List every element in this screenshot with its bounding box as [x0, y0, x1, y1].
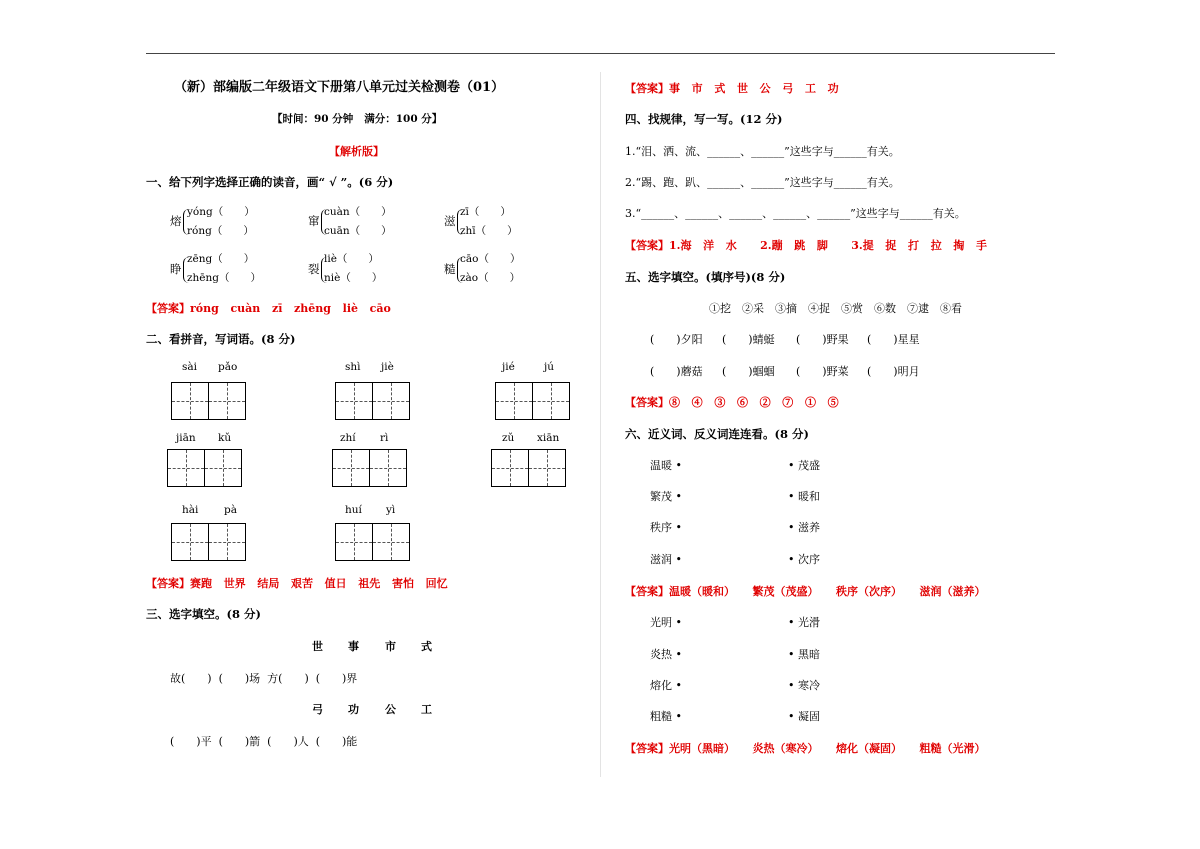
- pinyin-label: yì: [386, 504, 396, 516]
- pinyin-label: jiān: [176, 432, 196, 444]
- s6-left-word: 滋润 •: [650, 553, 682, 566]
- s6-right-word: • 光滑: [788, 616, 820, 629]
- s1-option: yóng（ ）: [187, 206, 255, 218]
- s3-char: 事: [348, 640, 359, 653]
- s1-option: zī（ ）: [460, 206, 511, 218]
- writing-box[interactable]: [495, 382, 533, 420]
- s1-char-zi: 滋: [444, 214, 456, 228]
- writing-box[interactable]: [491, 449, 529, 487]
- s1-option: zào（ ）: [460, 272, 521, 284]
- s1-answer: 【答案】róng cuàn zī zhēng liè cāo: [146, 302, 391, 315]
- s6-right-word: • 次序: [788, 553, 820, 566]
- s3-char: 工: [421, 703, 432, 716]
- s5-options: ①挖 ②采 ③摘 ④捉 ⑤赏 ⑥数 ⑦逮 ⑧看: [709, 302, 962, 315]
- s1-char-rong: 熔: [170, 214, 182, 228]
- version-label: 【解析版】: [329, 145, 384, 158]
- pinyin-label: shì: [345, 361, 361, 373]
- s4-line: 2.“踢、跑、趴、______、______”这些字与______有关。: [625, 176, 900, 189]
- s5-blank: ( )野菜: [796, 365, 849, 378]
- s1-char-cao: 糙: [444, 262, 456, 276]
- s5-blank: ( )夕阳: [650, 333, 703, 346]
- s6-left-word: 繁茂 •: [650, 490, 682, 503]
- section-4-title: 四、找规律，写一写。(12 分): [625, 112, 783, 126]
- s1-char-zheng: 睁: [170, 262, 182, 276]
- writing-box[interactable]: [532, 382, 570, 420]
- pinyin-label: zǔ: [502, 432, 515, 444]
- pinyin-label: jú: [544, 361, 555, 373]
- writing-box[interactable]: [369, 449, 407, 487]
- section-6-title: 六、近义词、反义词连连看。(8 分): [625, 427, 809, 441]
- s5-blank: ( )星星: [867, 333, 920, 346]
- s6-left-word: 秩序 •: [650, 521, 682, 534]
- pinyin-label: hài: [182, 504, 199, 516]
- s1-option: liè（ ）: [324, 253, 379, 265]
- s1-option: róng（ ）: [187, 225, 254, 237]
- s3-char: 弓: [312, 703, 323, 716]
- writing-box[interactable]: [208, 523, 246, 561]
- writing-box[interactable]: [167, 449, 205, 487]
- writing-box[interactable]: [528, 449, 566, 487]
- s1-option: zhēng（ ）: [187, 272, 261, 284]
- s6-right-word: • 黑暗: [788, 648, 820, 661]
- s6-left-word: 温暖 •: [650, 459, 682, 472]
- s6-right-word: • 茂盛: [788, 459, 820, 472]
- s3-char: 市: [385, 640, 396, 653]
- s1-option: zhī（ ）: [460, 225, 518, 237]
- writing-box[interactable]: [204, 449, 242, 487]
- pinyin-label: xiān: [537, 432, 560, 444]
- s2-answer: 【答案】赛跑 世界 结局 艰苦 值日 祖先 害怕 回忆: [146, 577, 448, 590]
- writing-box[interactable]: [208, 382, 246, 420]
- s6-answer-2: 【答案】光明（黑暗） 炎热（寒冷） 熔化（凝固） 粗糙（光滑）: [625, 742, 986, 755]
- section-5-title: 五、选字填空。(填序号)(8 分): [625, 270, 786, 284]
- s3-char: 功: [348, 703, 359, 716]
- header-rule: [146, 53, 1055, 54]
- s3-fill-line-1: 故( ) ( )场 方( ) ( )界: [170, 672, 358, 685]
- s5-blank: ( )蜻蜓: [722, 333, 775, 346]
- writing-box[interactable]: [171, 523, 209, 561]
- pinyin-label: pà: [224, 504, 237, 516]
- s1-option: cuàn（ ）: [324, 206, 392, 218]
- s6-left-word: 炎热 •: [650, 648, 682, 661]
- writing-box[interactable]: [372, 382, 410, 420]
- s5-blank: ( )蝈蝈: [722, 365, 775, 378]
- pinyin-label: rì: [380, 432, 389, 444]
- s4-answer: 【答案】1.海 洋 水 2.蹦 跳 脚 3.提 捉 打 拉 掏 手: [625, 239, 988, 252]
- s6-left-word: 光明 •: [650, 616, 682, 629]
- s6-right-word: • 凝固: [788, 710, 820, 723]
- s5-answer: 【答案】⑧ ④ ③ ⑥ ② ⑦ ① ⑤: [625, 396, 839, 409]
- s6-left-word: 粗糙 •: [650, 710, 682, 723]
- pinyin-label: kǔ: [218, 432, 232, 444]
- time-info: 【时间：90 分钟 满分：100 分】: [272, 113, 443, 125]
- s1-char-lie: 裂: [308, 262, 320, 276]
- s3-char: 世: [312, 640, 323, 653]
- s1-option: cāo（ ）: [460, 253, 521, 265]
- section-3-title: 三、选字填空。(8 分): [146, 607, 261, 621]
- s4-line: 3.“______、______、______、______、______”这些字与______有关。: [625, 207, 966, 220]
- pinyin-label: pǎo: [218, 361, 238, 373]
- s3-char: 式: [421, 640, 432, 653]
- s3-char: 公: [385, 703, 396, 716]
- s5-blank: ( )蘑菇: [650, 365, 703, 378]
- s1-char-cuan: 窜: [308, 214, 320, 228]
- page-title: （新）部编版二年级语文下册第八单元过关检测卷（01）: [174, 80, 505, 95]
- writing-box[interactable]: [171, 382, 209, 420]
- pinyin-label: jié: [502, 361, 515, 373]
- s5-blank: ( )明月: [867, 365, 920, 378]
- s6-right-word: • 暖和: [788, 490, 820, 503]
- pinyin-label: jiè: [381, 361, 394, 373]
- s6-left-word: 熔化 •: [650, 679, 682, 692]
- section-1-title: 一、给下列字选择正确的读音，画“ √ ”。(6 分): [146, 175, 394, 189]
- s6-right-word: • 滋养: [788, 521, 820, 534]
- s6-right-word: • 寒冷: [788, 679, 820, 692]
- s3-fill-line-2: ( )平 ( )箭 ( )人 ( )能: [170, 735, 358, 748]
- s1-option: niè（ ）: [324, 272, 383, 284]
- pinyin-label: huí: [345, 504, 362, 516]
- writing-box[interactable]: [332, 449, 370, 487]
- column-divider: [600, 72, 601, 777]
- writing-box[interactable]: [372, 523, 410, 561]
- s5-blank: ( )野果: [796, 333, 849, 346]
- writing-box[interactable]: [335, 382, 373, 420]
- s6-answer-1: 【答案】温暖（暖和） 繁茂（茂盛） 秩序（次序） 滋润（滋养）: [625, 585, 986, 598]
- s3-answer: 【答案】事 市 式 世 公 弓 工 功: [625, 82, 839, 95]
- s4-line: 1.“泪、洒、流、______、______”这些字与______有关。: [625, 145, 900, 158]
- section-2-title: 二、看拼音，写词语。(8 分): [146, 332, 296, 346]
- s1-option: zēng（ ）: [187, 253, 255, 265]
- pinyin-label: zhí: [340, 432, 356, 444]
- writing-box[interactable]: [335, 523, 373, 561]
- pinyin-label: sài: [182, 361, 198, 373]
- s1-option: cuān（ ）: [324, 225, 392, 237]
